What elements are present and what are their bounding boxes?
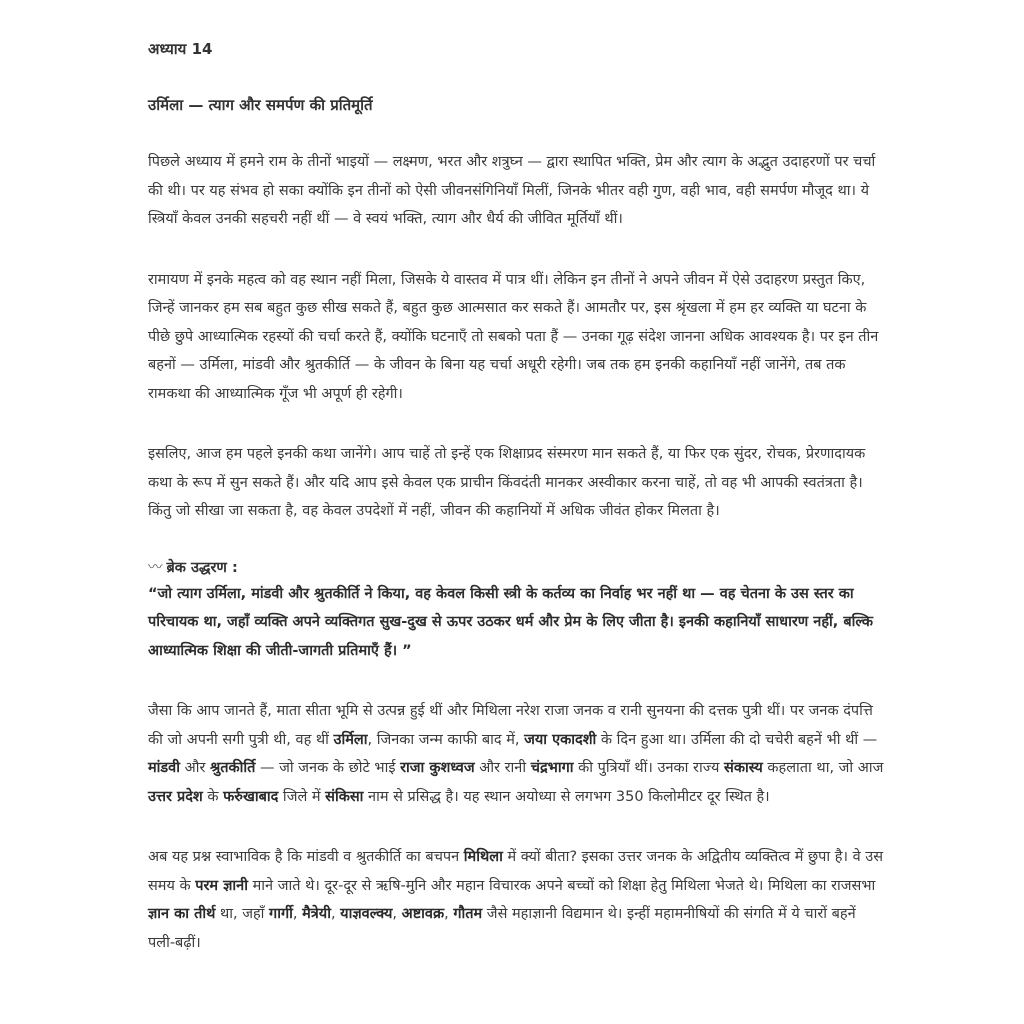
wave-icon: 〰 (148, 559, 163, 576)
emphasis-param-gyani: परम ज्ञानी (195, 877, 248, 894)
emphasis-kushadhwaj: राजा कुशध्वज (400, 760, 475, 776)
emphasis-gargi: गार्गी (269, 906, 293, 922)
paragraph-1: पिछले अध्याय में हमने राम के तीनों भाइयों — लक्ष्मण, भरत और शत्रुघ्न — द्वारा स्थापित भक्ति, प्रेम और त्याग के अद्भुत उदाहरणों पर चर्चा की थी। पर यह संभव हो सका क्योंकि इन तीनों को ऐसी जीवनसंगिनियाँ मिलीं, जिनके भीतर वही गुण, वही भाव, वही समर्पण मौजूद था। ये स्त्रियाँ केवल उनकी सहचरी नहीं थीं — वे स्वयं भक्ति, त्याग और धैर्य की जीवित मूर्तियाँ थीं। (148, 154, 876, 227)
break-quote-label (148, 556, 884, 580)
break-quote-label-text: ब्रेक उद्धरण : (166, 559, 238, 576)
emphasis-mandavi: मांडवी (148, 760, 181, 776)
paragraph-3: इसलिए, आज हम पहले इनकी कथा जानेंगे। आप चाहें तो इन्हें एक शिक्षाप्रद संस्मरण मान सकते हैं, या फिर एक सुंदर, रोचक, प्रेरणादायक कथा के रूप में सुन सकते हैं। और यदि आप इसे केवल एक प्राचीन किंवदंती मानकर अस्वीकार करना चाहें, तो वह भी आपकी स्वतंत्रता है। किंतु जो सीखा जा सकता है, वह केवल उपदेशों में नहीं, जीवन की कहानियों में अधिक जीवंत होकर मिलता है। (148, 446, 866, 519)
chapter-title: उर्मिला — त्याग और समर्पण की प्रतिमूर्ति (148, 96, 373, 114)
emphasis-chandrabhaga: चंद्रभागा (530, 760, 574, 776)
emphasis-sankasya: संकास्य (724, 760, 763, 776)
paragraph-5: अब यह प्रश्न स्वाभाविक है कि मांडवी व श्रुतकीर्ति का बचपन मिथिला में क्यों बीता? इसका उत्तर जनक के अद्वितीय व्यक्तित्व में छुपा है। वे उस समय के परम ज्ञानी माने जाते थे। दूर-दूर से ऋषि-मुनि और महान विचारक अपने बच्चों को शिक्षा हेतु मिथिला भेजते थे। मिथिला का राजसभा ज्ञान का तीर्थ था, जहाँ गार्गी, मैत्रेयी, याज्ञवल्क्य, अष्टावक्र, गौतम जैसे महाज्ञानी विद्यमान थे। इन्हीं महामनीषियों की संगति में ये चारों बहनें पली-बढ़ीं। (148, 849, 884, 951)
emphasis-gyan-ka-tirth: ज्ञान का तीर्थ (148, 906, 216, 922)
emphasis-ashtavakra: अष्टावक्र (401, 906, 445, 922)
emphasis-uttar-pradesh: उत्तर प्रदेश (148, 788, 203, 805)
emphasis-maitreyi: मैत्रेयी (302, 906, 331, 922)
chapter-heading: अध्याय 14 (148, 40, 213, 58)
paragraph-4: जैसा कि आप जानते हैं, माता सीता भूमि से उत्पन्न हुई थीं और मिथिला नरेश राजा जनक व रानी सुनयना की दत्तक पुत्री थीं। पर जनक दंपत्ति की जो अपनी सगी पुत्री थी, वह थीं उर्मिला, जिनका जन्म काफी बाद में, जया एकादशी के दिन हुआ था। उर्मिला की दो चचेरी बहनें भी थीं — मांडवी और श्रुतकीर्ति — जो जनक के छोटे भाई राजा कुशध्वज और रानी चंद्रभागा की पुत्रियाँ थीं। उनका राज्य संकास्य कहलाता था, जो आज उत्तर प्रदेश के फर्रुखाबाद जिले में संकिसा नाम से प्रसिद्ध है। यह स्थान अयोध्या से लगभग 350 किलोमीटर दूर स्थित है। (148, 703, 884, 805)
paragraph-2: रामायण में इनके महत्व को वह स्थान नहीं मिला, जिसके ये वास्तव में पात्र थीं। लेकिन इन तीनों ने अपने जीवन में ऐसे उदाहरण प्रस्तुत किए, जिन्हें जानकर हम सब बहुत कुछ सीख सकते हैं, बहुत कुछ आत्मसात कर सकते हैं। आमतौर पर, इस श्रृंखला में हम हर व्यक्ति या घटना के पीछे छुपे आध्यात्मिक रहस्यों की चर्चा करते हैं, क्योंकि घटनाएँ तो सबको पता हैं — उनका गूढ़ संदेश जानना अधिक आवश्यक है। पर इन तीन बहनों — उर्मिला, मांडवी और श्रुतकीर्ति — के जीवन के बिना यह चर्चा अधूरी रहेगी। जब तक हम इनकी कहानियाँ नहीं जानेंगे, तब तक रामकथा की आध्यात्मिक गूँज भी अपूर्ण ही रहेगी। (148, 271, 879, 402)
emphasis-farrukhabad: फर्रुखाबाद (223, 788, 279, 805)
emphasis-yajnavalkya: याज्ञवल्क्य (340, 906, 393, 922)
break-quote: “जो त्याग उर्मिला, मांडवी और श्रुतकीर्ति ने किया, वह केवल किसी स्त्री के कर्तव्य का निर्वाह भर नहीं था — वह चेतना के उस स्तर का परिचायक था, जहाँ व्यक्ति अपने व्यक्तिगत सुख-दुख से ऊपर उठकर धर्म और प्रेम के लिए जीता है। इनकी कहानियाँ साधारण नहीं, बल्कि आध्यात्मिक शिक्षा की जीती-जागती प्रतिमाएँ हैं। ” (148, 585, 874, 659)
emphasis-sankisa: संकिसा (325, 788, 364, 805)
emphasis-gautam: गौतम (453, 906, 483, 922)
emphasis-shrutakirti: श्रुतकीर्ति (210, 760, 256, 776)
emphasis-urmila: उर्मिला (333, 731, 368, 748)
emphasis-jaya-ekadashi: जया एकादशी (524, 731, 597, 748)
emphasis-mithila: मिथिला (463, 849, 503, 865)
